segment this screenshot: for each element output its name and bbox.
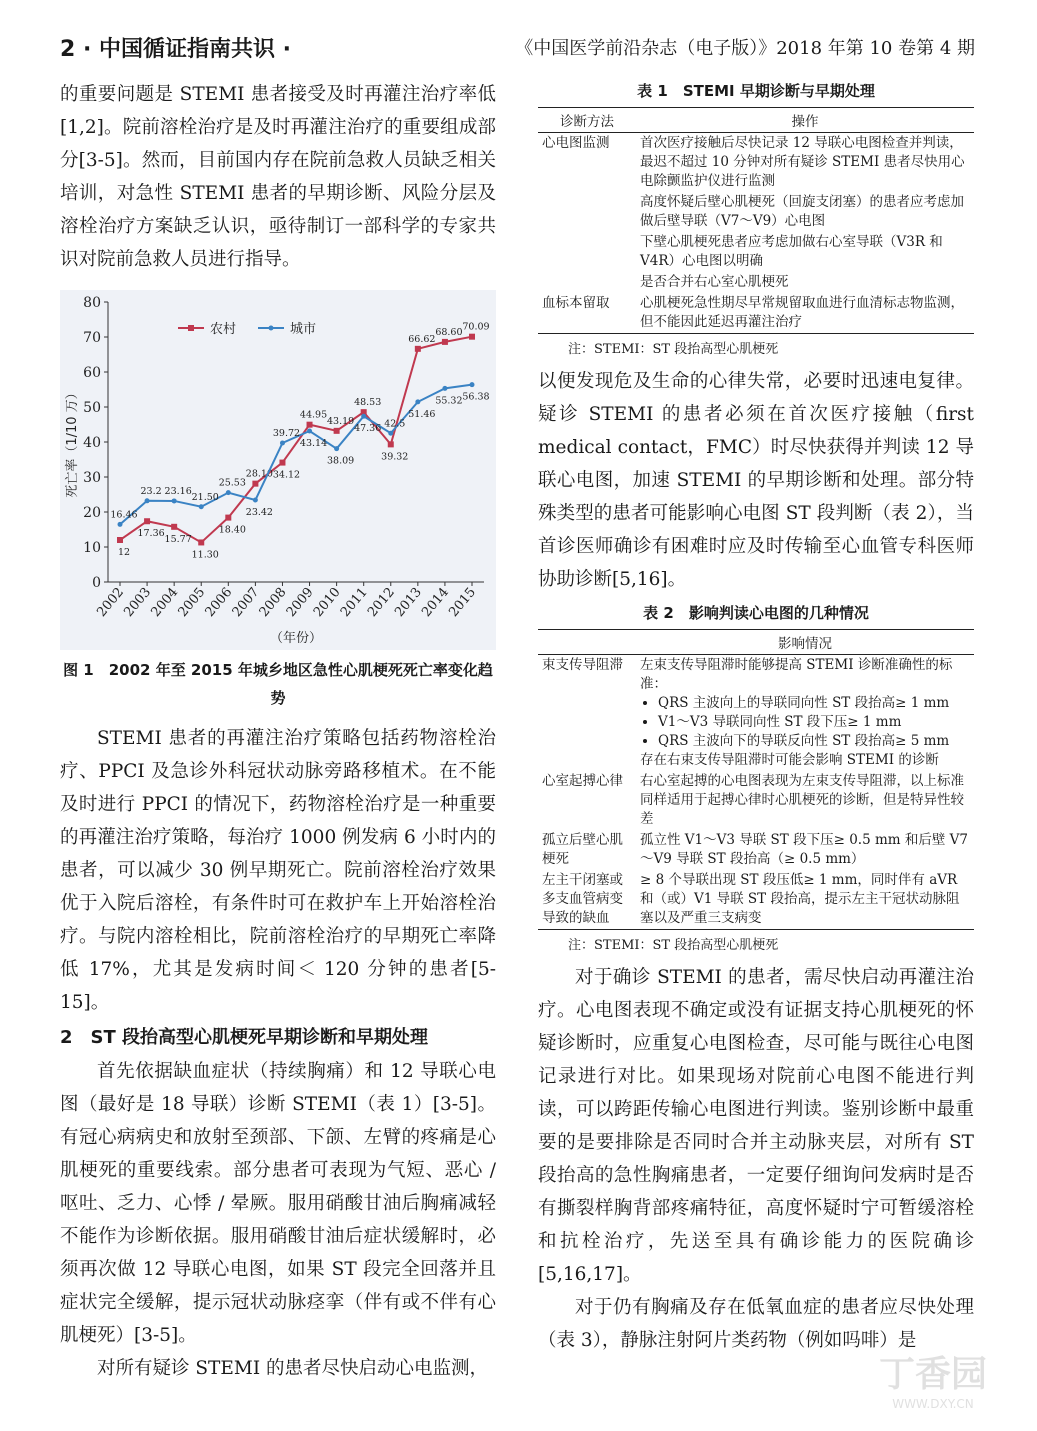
table-cell: 首次医疗接触后尽快记录 12 导联心电图检查并判读，最迟不超过 10 分钟对所有疑诊 STEMI 患者尽快用心电除颤监护仪进行监测 <box>640 135 965 189</box>
table-cell: 是否合并右心室心肌梗死 <box>640 274 789 290</box>
table-cell <box>538 272 636 293</box>
y-axis-label: 死亡率（1/10 万） <box>65 386 80 498</box>
x-tick-label: 2012 <box>365 584 398 620</box>
data-label: 23.42 <box>245 507 273 519</box>
y-tick-label: 20 <box>83 505 101 521</box>
data-label: 55.32 <box>435 395 463 407</box>
running-header-left: 2 · 中国循证指南共识 · <box>60 37 292 62</box>
data-point <box>361 414 366 419</box>
data-label: 44.95 <box>299 409 328 421</box>
table1-note: 注：STEMI：ST 段抬高型心肌梗死 <box>568 342 779 357</box>
x-tick-label: 2008 <box>256 584 290 620</box>
data-label: 12 <box>117 547 131 558</box>
data-label: 39.32 <box>381 451 409 463</box>
table-cell: 左主干闭塞或多支血管病变导致的缺血 <box>538 870 636 930</box>
data-point <box>307 422 313 428</box>
table2 <box>538 629 974 930</box>
table-row <box>538 870 974 930</box>
data-label: 34.12 <box>272 469 301 481</box>
data-point <box>172 498 177 503</box>
series-line-0 <box>120 337 472 543</box>
paragraph-7: 对于仍有胸痛及存在低氧血症的患者应尽快处理（表 3），静脉注射阿片类药物（例如吗啡）是 <box>538 1297 974 1351</box>
paragraph-3: 首先依据缺血症状（持续胸痛）和 12 导联心电图（最好是 18 导联）诊断 STEMI（表 1）[3-5]。有冠心病病史和放射至颈部、下颌、左臂的疼痛是心肌梗死的重要线索。部分患者可表现为气短、恶心 / 呕吐、乏力、心悸 / 晕厥。服用硝酸甘油后胸痛减轻不能作为诊断依据。服用硝酸甘油后症状缓解时，必须再次做 12 导联心电图，如果 ST 段完全回落并且症状完全缓解，提示冠状动脉痉挛（伴有或不伴有心肌梗死）[3-5]。 <box>60 1061 496 1346</box>
data-point <box>334 428 340 434</box>
table-cell: 血标本留取 <box>538 293 636 334</box>
table-cell: 孤立性 V1～V3 导联 ST 段下压≥ 0.5 mm 和后壁 V7～V9 导联 ST 段抬高（≥ 0.5 mm） <box>640 832 968 867</box>
x-tick-label: 2006 <box>202 584 236 620</box>
paragraph-5: 以便发现危及生命的心律失常，必要时迅速电复律。疑诊 STEMI 的患者必须在首次医疗接触（first medical contact，FMC）时尽快获得并判读 12 导联心电图，加速 STEMI 的早期诊断和处理。部分特殊类型的患者可能影响心电图 ST 段判断（表 2），当首诊医师确诊有困难时应及时传输至心血管专科医师协助诊断[5,16]。 <box>538 371 974 590</box>
x-tick-label: 2009 <box>283 584 317 620</box>
data-label: 66.62 <box>408 333 436 345</box>
list-item: • V1～V3 导联同向性 ST 段下压≥ 1 mm <box>658 713 970 732</box>
mortality-line-chart <box>60 290 496 650</box>
y-tick-label: 40 <box>83 435 101 451</box>
data-label: 18.40 <box>218 524 246 536</box>
table-cell: 下壁心肌梗死患者应考虑加做右心室导联（V3R 和 V4R）心电图以明确 <box>640 234 943 269</box>
x-tick-label: 2007 <box>229 584 263 620</box>
data-point <box>144 518 150 524</box>
legend-label: 城市 <box>290 322 317 337</box>
table-cell: 孤立后壁心肌梗死 <box>542 832 623 867</box>
figure-caption: 图 1 2002 年至 2015 年城乡地区急性心肌梗死死亡率变化趋势 <box>63 661 493 707</box>
data-label: 70.09 <box>462 321 490 333</box>
x-tick-label: 2015 <box>446 584 480 620</box>
data-point <box>198 539 204 545</box>
table-cell <box>538 232 636 272</box>
data-point <box>118 522 123 527</box>
table2-header-blank <box>538 630 636 655</box>
watermark-logo <box>879 1346 987 1411</box>
y-tick-label: 80 <box>83 295 101 311</box>
data-point <box>145 498 150 503</box>
data-label: 39.72 <box>272 427 301 439</box>
table-cell: 束支传导阻滞 <box>542 657 623 673</box>
data-point <box>225 515 231 521</box>
data-label: 42.5 <box>384 418 406 430</box>
data-label: 47.36 <box>354 423 382 435</box>
table-row <box>538 830 974 870</box>
table-row <box>538 771 974 830</box>
data-point <box>280 440 285 445</box>
data-point <box>469 334 475 340</box>
x-tick-label: 2002 <box>94 584 128 620</box>
mortality-chart <box>60 290 496 650</box>
data-label: 43.14 <box>299 438 328 450</box>
x-tick-label: 2014 <box>419 584 452 620</box>
data-label: 43.19 <box>327 415 355 427</box>
table-row <box>538 293 974 334</box>
data-point <box>388 431 393 436</box>
data-label: 38.09 <box>327 455 355 467</box>
table2-title: 表 2 影响判读心电图的几种情况 <box>643 604 869 622</box>
data-point <box>334 446 339 451</box>
y-tick-label: 70 <box>83 330 101 346</box>
table-cell: 高度怀疑后壁心肌梗死（回旋支闭塞）的患者应考虑加做后壁导联（V7～V9）心电图 <box>640 194 964 229</box>
y-tick-label: 50 <box>83 400 101 416</box>
data-point <box>279 460 285 466</box>
data-label: 68.60 <box>435 326 463 338</box>
x-tick-label: 2011 <box>337 584 371 620</box>
table-cell <box>636 655 974 772</box>
data-point <box>253 498 258 503</box>
data-label: 23.16 <box>164 485 192 497</box>
legend-marker <box>269 326 274 331</box>
table-cell: 心室起搏心律 <box>542 773 623 789</box>
paragraph-6: 对于确诊 STEMI 的患者，需尽快启动再灌注治疗。心电图表现不确定或没有证据支持心肌梗死的怀疑诊断时，应重复心电图检查，尽可能与既往心电图记录进行对比。如果现场对院前心电图不能进行判读，可以跨距传输心电图进行判读。鉴别诊断中最重要的是要排除是否同时合并主动脉夹层，对所有 ST 段抬高的急性胸痛患者，一定要仔细询问发病时是否有撕裂样胸背部疼痛特征，高度怀疑时宁可暂缓溶栓和抗栓治疗，先送至具有确诊能力的医院确诊[5,16,17]。 <box>538 967 974 1285</box>
table-row <box>538 655 974 772</box>
y-tick-label: 10 <box>83 540 101 556</box>
table2-header-impact: 影响情况 <box>636 630 974 655</box>
data-point <box>252 481 258 487</box>
table-cell: 心肌梗死急性期尽早常规留取血进行血清标志物监测，但不能因此延迟再灌注治疗 <box>636 293 974 334</box>
table2-note: 注：STEMI：ST 段抬高型心肌梗死 <box>568 938 779 953</box>
data-point <box>388 441 394 447</box>
series-line-1 <box>120 385 472 525</box>
table-row <box>538 272 974 293</box>
watermark-url: WWW.DXY.CN <box>892 1397 974 1411</box>
x-tick-label: 2004 <box>148 584 182 620</box>
table1-title: 表 1 STEMI 早期诊断与早期处理 <box>637 82 875 100</box>
left-column <box>60 78 496 1385</box>
table-row <box>538 192 974 232</box>
data-point <box>307 429 312 434</box>
paragraph-2: STEMI 患者的再灌注治疗策略包括药物溶栓治疗、PPCI 及急诊外科冠状动脉旁路移植术。在不能及时进行 PPCI 的情况下，药物溶栓治疗是一种重要的再灌注治疗策略，每治疗 1000 例发病 6 小时内的患者，可以减少 30 例早期死亡。院前溶栓治疗效果优于入院后溶栓，有条件时可在救护车上开始溶栓治疗。与院内溶栓相比，院前溶栓治疗的早期死亡率降低 17%，尤其是发病时间＜ 120 分钟的患者[5-15]。 <box>60 728 496 1013</box>
data-point <box>171 524 177 530</box>
list-item: • QRS 主波向下的导联反向性 ST 段抬高≥ 5 mm <box>658 732 970 751</box>
x-tick-label: 2005 <box>175 584 209 620</box>
data-label: 28.10 <box>245 468 273 480</box>
table-row <box>538 232 974 272</box>
right-column <box>538 78 974 1357</box>
table-cell: 右心室起搏的心电图表现为左束支传导阻滞，以上标准同样适用于起搏心律时心肌梗死的诊断，但是特异性较差 <box>640 773 964 827</box>
data-label: 11.30 <box>191 549 219 561</box>
x-tick-label: 2003 <box>121 584 155 620</box>
data-label: 15.77 <box>164 533 192 545</box>
data-label: 17.36 <box>137 528 165 540</box>
data-point <box>415 399 420 404</box>
data-label: 56.38 <box>462 391 490 403</box>
paragraph-4: 对所有疑诊 STEMI 的患者尽快启动心电监测， <box>97 1358 489 1379</box>
table-cell-text: 存在右束支传导阻滞时可能会影响 STEMI 的诊断 <box>640 752 939 768</box>
data-label: 51.46 <box>408 408 436 420</box>
data-point <box>117 537 123 543</box>
x-axis-label: （年份） <box>269 631 323 646</box>
table-cell <box>538 192 636 232</box>
data-label: 25.53 <box>218 477 246 489</box>
table-row <box>538 133 974 193</box>
legend-marker <box>188 325 194 331</box>
data-point <box>442 339 448 345</box>
table1-header-method: 诊断方法 <box>538 108 636 133</box>
table-cell-text: 左束支传导阻滞时能够提高 STEMI 诊断准确性的标准： <box>640 657 953 692</box>
x-tick-label: 2013 <box>392 584 425 620</box>
table1-header-action: 操作 <box>636 108 974 133</box>
table-cell: ≥ 8 个导联出现 ST 段压低≥ 1 mm，同时伴有 aVR 和（或）V1 导联 ST 段抬高，提示左主干冠状动脉阻塞以及严重三支病变 <box>636 870 974 930</box>
data-label: 16.46 <box>110 509 138 521</box>
table-cell: 心电图监测 <box>542 135 610 151</box>
y-tick-label: 0 <box>92 575 101 591</box>
paragraph-1: 的重要问题是 STEMI 患者接受及时再灌注治疗率低[1,2]。院前溶栓治疗是及时再灌注治疗的重要组成部分[3-5]。然而，目前国内存在院前急救人员缺乏相关培训，对急性 STEMI 患者的早期诊断、风险分层及溶栓治疗方案缺乏认识，亟待制订一部科学的专家共识对院前急救人员进行指导。 <box>60 84 496 270</box>
data-point <box>226 490 231 495</box>
data-label: 23.2 <box>140 485 162 497</box>
section-heading-2: 2 ST 段抬高型心肌梗死早期诊断和早期处理 <box>60 1027 429 1048</box>
data-label: 48.53 <box>354 397 382 409</box>
running-header-right: 《中国医学前沿杂志（电子版）》2018 年第 10 卷第 4 期 <box>515 38 975 59</box>
list-item: • QRS 主波向上的导联同向性 ST 段抬高≥ 1 mm <box>658 694 970 713</box>
data-point <box>199 504 204 509</box>
data-label: 21.50 <box>191 491 219 503</box>
y-tick-label: 60 <box>83 365 101 381</box>
data-point <box>470 382 475 387</box>
data-point <box>415 346 421 352</box>
y-tick-label: 30 <box>83 470 101 486</box>
criteria-list <box>640 694 970 751</box>
legend-label: 农村 <box>210 322 237 337</box>
x-tick-label: 2010 <box>310 584 344 620</box>
data-point <box>442 386 447 391</box>
table1 <box>538 107 974 334</box>
watermark-text: 丁香园 <box>878 1354 987 1395</box>
